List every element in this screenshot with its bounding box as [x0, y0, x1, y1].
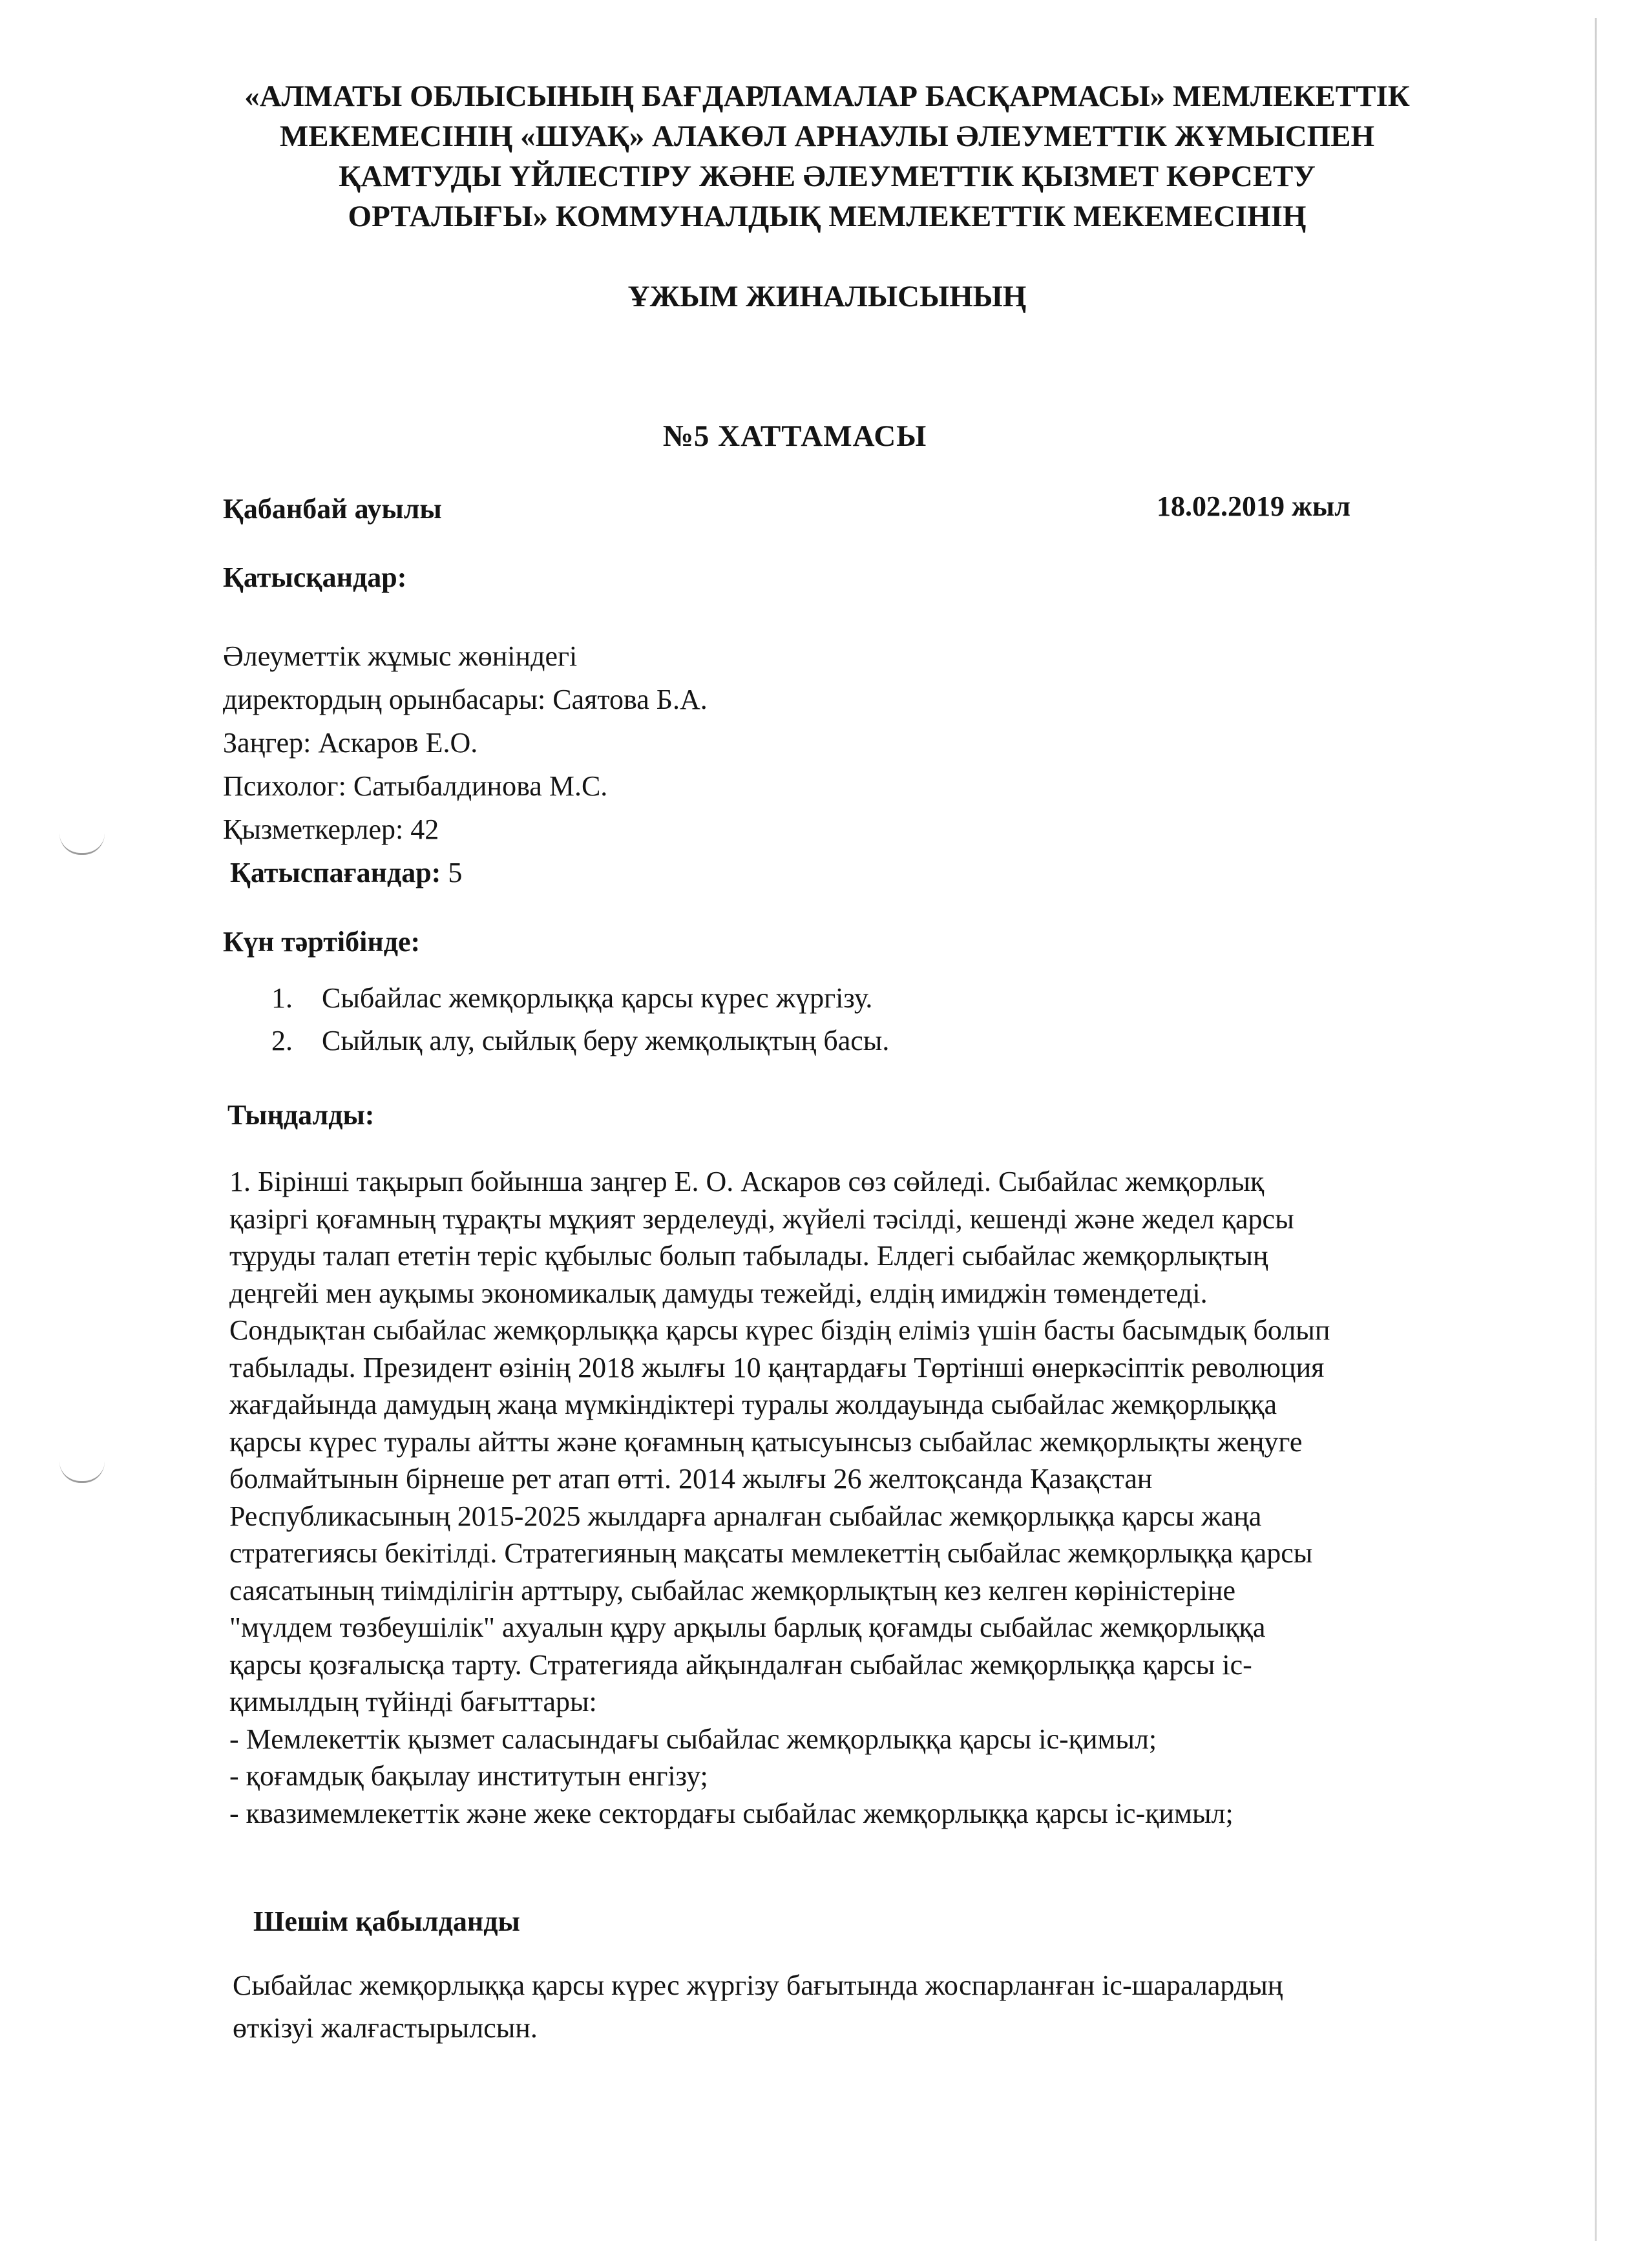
attendee-line: директордың орынбасары: Саятова Б.А.: [223, 684, 708, 715]
attendee-line: Заңгер: Аскаров Е.О.: [223, 727, 478, 759]
attendee-line: Әлеуметтік жұмыс жөніндегі: [223, 640, 578, 672]
meeting-place: Қабанбай ауылы: [223, 493, 442, 525]
decision-line: өткізуі жалғастырылсын.: [233, 2012, 538, 2044]
agenda-item: [271, 1020, 889, 1062]
absent-label: Қатыспағандар:: [230, 857, 441, 888]
heard-body: [229, 1163, 1496, 1832]
organization-header: [194, 76, 1460, 236]
agenda-item-text: Сыбайлас жемқорлыққа қарсы күрес жүргізу.: [322, 982, 873, 1014]
agenda-item: [271, 977, 889, 1020]
body-line: - Мемлекеттік қызмет саласындағы сыбайлас жемқорлыққа қарсы іс-қимыл;: [229, 1723, 1157, 1755]
header-line: «АЛМАТЫ ОБЛЫСЫНЫҢ БАҒДАРЛАМАЛАР БАСҚАРМАСЫ» МЕМЛЕКЕТТІК: [244, 79, 1410, 113]
header-line: ОРТАЛЫҒЫ» КОММУНАЛДЫҚ МЕМЛЕКЕТТІК МЕКЕМЕСІНІҢ: [348, 200, 1307, 233]
body-line: тұруды талап ететін теріс құбылыс болып табылады. Елдегі сыбайлас жемқорлықтың: [229, 1240, 1268, 1272]
body-line: стратегиясы бекітілді. Стратегияның мақсаты мемлекеттің сыбайлас жемқорлыққа қарсы: [229, 1537, 1313, 1569]
agenda-item-number: 1.: [271, 982, 293, 1014]
attendees-heading: Қатысқандар:: [223, 562, 407, 593]
scan-edge-shadow: [1595, 18, 1597, 2241]
body-line: қарсы қозғалысқа тарту. Стратегияда айқындалған сыбайлас жемқорлыққа қарсы іс-: [229, 1648, 1252, 1681]
header-line: ҚАМТУДЫ ҮЙЛЕСТІРУ ЖӘНЕ ӘЛЕУМЕТТІК ҚЫЗМЕТ КӨРСЕТУ: [339, 160, 1316, 193]
body-line: Сондықтан сыбайлас жемқорлыққа қарсы күрес біздің еліміз үшін басты басымдық болып: [229, 1314, 1330, 1346]
header-line: МЕКЕМЕСІНІҢ «ШУАҚ» АЛАКӨЛ АРНАУЛЫ ӘЛЕУМЕТТІК ЖҰМЫСПЕН: [279, 120, 1375, 153]
body-line: 1. Бірінші тақырып бойынша заңгер Е. О. Аскаров сөз сөйледі. Сыбайлас жемқорлық: [229, 1166, 1265, 1197]
heard-heading: Тыңдалды:: [227, 1099, 375, 1131]
decision-body: [233, 1964, 1283, 2050]
agenda-heading: Күн тәртібінде:: [223, 926, 421, 958]
body-line: жағдайында дамудың жаңа мүмкіндіктері туралы жолдауында сыбайлас жемқорлыққа: [229, 1389, 1277, 1420]
body-line: деңгейі мен ауқымы экономикалық дамуды тежейді, елдің имиджін төмендетеді.: [229, 1277, 1208, 1309]
body-line: "мүлдем төзбеушілік" ахуалын құру арқылы барлық қоғамды сыбайлас жемқорлыққа: [229, 1612, 1266, 1643]
decision-line: Сыбайлас жемқорлыққа қарсы күрес жүргізу бағытында жоспарланған іс-шаралардың: [233, 1969, 1283, 2001]
absent-line: [223, 851, 708, 894]
punch-hole-mark: [59, 834, 105, 855]
body-line: қазіргі қоғамның тұрақты мұқият зерделеуді, жүйелі тәсілді, кешенді және жедел қарсы: [229, 1202, 1294, 1235]
body-line: - қоғамдық бақылау институтын енгізу;: [229, 1760, 708, 1792]
body-line: табылады. Президент өзінің 2018 жылғы 10 қаңтардағы Төртінші өнеркәсіптік революция: [229, 1351, 1325, 1383]
body-line: қимылдың түйінді бағыттары:: [229, 1686, 597, 1717]
attendee-line: Психолог: Сатыбалдинова М.С.: [223, 770, 608, 802]
agenda-item-text: Сыйлық алу, сыйлық беру жемқолықтың басы.: [322, 1025, 890, 1056]
attendees-list: [223, 635, 708, 894]
agenda-item-number: 2.: [271, 1025, 293, 1056]
meeting-subtitle: ҰЖЫМ ЖИНАЛЫСЫНЫҢ: [627, 280, 1027, 313]
agenda-list: [271, 977, 889, 1062]
body-line: - квазимемлекеттік және жеке сектордағы сыбайлас жемқорлыққа қарсы іс-қимыл;: [229, 1797, 1234, 1829]
attendee-line: Қызметкерлер: 42: [223, 814, 439, 845]
body-line: саясатының тиімділігін арттыру, сыбайлас жемқорлықтың кез келген көріністеріне: [229, 1574, 1235, 1606]
body-line: қарсы күрес туралы айтты және қоғамның қатысуынсыз сыбайлас жемқорлықты жеңуге: [229, 1425, 1303, 1458]
punch-hole-mark: [59, 1462, 105, 1483]
body-line: Республикасының 2015-2025 жылдарға арналған сыбайлас жемқорлыққа қарсы жаңа: [229, 1500, 1262, 1532]
decision-heading: Шешім қабылданды: [253, 1906, 520, 1937]
absent-count: 5: [441, 857, 463, 888]
meeting-date: 18.02.2019 жыл: [1157, 490, 1350, 522]
protocol-title: №5 ХАТТАМАСЫ: [662, 419, 927, 453]
body-line: болмайтынын бірнеше рет атап өтті. 2014 жылғы 26 желтоқсанда Қазақстан: [229, 1463, 1153, 1495]
